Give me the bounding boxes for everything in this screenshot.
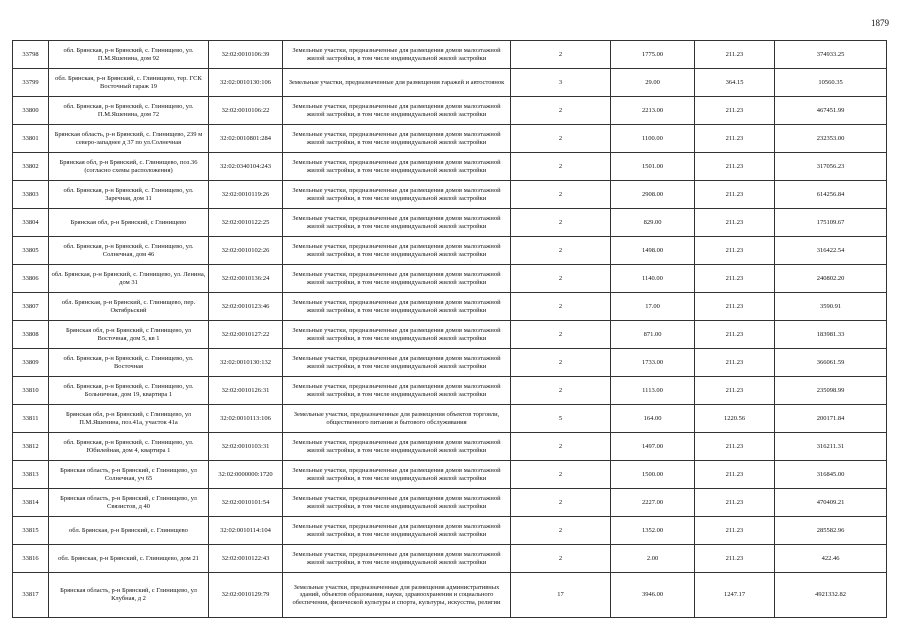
cell-specific-value: 1220.56 [695,405,775,433]
cell-area: 17.00 [611,293,695,321]
cell-land-use-purpose: Земельные участки, предназначенные для размещения домов малоэтажной жилой застройки, в том числе индивидуальной жилой застройки [283,181,511,209]
cell-area: 1775.00 [611,41,695,69]
cell-cadastral-value: 200171.84 [775,405,887,433]
cell-cadastral-number: 32:02:0010102:26 [209,237,283,265]
cell-record-number: 33802 [13,153,49,181]
table-row [13,69,887,97]
cell-specific-value: 211.23 [695,153,775,181]
cell-use-group: 2 [511,517,611,545]
cell-record-number: 33804 [13,209,49,237]
cell-address: обл. Брянская, р-н Брянский, с. Глинищево, ул. Ленина, дом 31 [49,265,209,293]
cell-land-use-purpose: Земельные участки, предназначенные для размещения домов малоэтажной жилой застройки, в том числе индивидуальной жилой застройки [283,265,511,293]
cell-address: Брянская обл, р-н Брянский, с Глинищево [49,209,209,237]
cell-cadastral-number: 32:02:0000000:1720 [209,461,283,489]
cell-land-use-purpose: Земельные участки, предназначенные для размещения домов малоэтажной жилой застройки, в том числе индивидуальной жилой застройки [283,489,511,517]
cell-cadastral-number: 32:02:0010119:26 [209,181,283,209]
table-row [13,433,887,461]
cell-address: обл. Брянская, р-н Брянский, с. Глинищево, ул. Юбилейная, дом 4, квартира 1 [49,433,209,461]
cell-area: 1501.00 [611,153,695,181]
cell-address: обл. Брянская, р-н Брянский, с. Глинищево, ул. Восточная [49,349,209,377]
cell-use-group: 2 [511,97,611,125]
cell-record-number: 33811 [13,405,49,433]
cell-use-group: 2 [511,377,611,405]
cell-cadastral-value: 316845.00 [775,461,887,489]
cell-use-group: 2 [511,181,611,209]
cell-specific-value: 211.23 [695,461,775,489]
cell-record-number: 33815 [13,517,49,545]
cell-record-number: 33810 [13,377,49,405]
cell-address: Брянская область, р-н Брянский, с Глинищево, ул Клубная, д 2 [49,573,209,618]
cell-address: Брянская обл, р-н Брянский, с Глинищево, ул П.М.Яшенина, поз.41а, участок 41а [49,405,209,433]
cell-use-group: 2 [511,489,611,517]
cell-use-group: 17 [511,573,611,618]
cell-land-use-purpose: Земельные участки, предназначенные для размещения домов малоэтажной жилой застройки, в том числе индивидуальной жилой застройки [283,545,511,573]
cell-record-number: 33800 [13,97,49,125]
table-row [13,349,887,377]
cell-address: обл. Брянская, р-н Брянский, с. Глинищево, пер. Октябрьский [49,293,209,321]
cell-use-group: 2 [511,293,611,321]
cell-record-number: 33814 [13,489,49,517]
cell-area: 871.00 [611,321,695,349]
cell-area: 1733.00 [611,349,695,377]
cell-cadastral-value: 183981.33 [775,321,887,349]
cell-land-use-purpose: Земельные участки, предназначенные для размещения домов малоэтажной жилой застройки, в том числе индивидуальной жилой застройки [283,153,511,181]
cell-cadastral-number: 32:02:0010113:106 [209,405,283,433]
cell-land-use-purpose: Земельные участки, предназначенные для размещения домов малоэтажной жилой застройки, в том числе индивидуальной жилой застройки [283,377,511,405]
cell-cadastral-number: 32:02:0010122:43 [209,545,283,573]
cell-specific-value: 211.23 [695,181,775,209]
cell-address: обл. Брянская, р-н Брянский, с. Глинищево, дом 21 [49,545,209,573]
cell-land-use-purpose: Земельные участки, предназначенные для размещения домов малоэтажной жилой застройки, в том числе индивидуальной жилой застройки [283,349,511,377]
cell-record-number: 33809 [13,349,49,377]
cell-specific-value: 211.23 [695,517,775,545]
cell-cadastral-number: 32:02:0010103:31 [209,433,283,461]
cell-specific-value: 211.23 [695,237,775,265]
cell-area: 29.00 [611,69,695,97]
cell-specific-value: 211.23 [695,433,775,461]
cell-use-group: 2 [511,209,611,237]
cell-address: обл. Брянская, р-н Брянский, с. Глинищево, ул. Заречная, дом 11 [49,181,209,209]
cell-use-group: 2 [511,153,611,181]
cell-cadastral-number: 32:02:0010101:54 [209,489,283,517]
cell-record-number: 33799 [13,69,49,97]
cell-cadastral-number: 32:02:0010126:31 [209,377,283,405]
cell-land-use-purpose: Земельные участки, предназначенные для размещения домов малоэтажной жилой застройки, в том числе индивидуальной жилой застройки [283,237,511,265]
cell-area: 2908.00 [611,181,695,209]
cell-record-number: 33807 [13,293,49,321]
cell-land-use-purpose: Земельные участки, предназначенные для размещения гаражей и автостоянок [283,69,511,97]
cell-record-number: 33798 [13,41,49,69]
cell-land-use-purpose: Земельные участки, предназначенные для размещения объектов торговли, общественного питания и бытового обслуживания [283,405,511,433]
table-row [13,97,887,125]
cell-land-use-purpose: Земельные участки, предназначенные для размещения домов малоэтажной жилой застройки, в том числе индивидуальной жилой застройки [283,97,511,125]
cell-record-number: 33813 [13,461,49,489]
cell-area: 1352.00 [611,517,695,545]
cell-cadastral-value: 240802.20 [775,265,887,293]
cell-address: обл. Брянская, р-н Брянский, с. Глинищево, ул. Солнечная, дом 46 [49,237,209,265]
cell-use-group: 2 [511,321,611,349]
cell-area: 1497.00 [611,433,695,461]
cell-address: Брянская обл, р-н Брянский, с Глинищево, ул Восточная, дом 5, кв 1 [49,321,209,349]
cell-use-group: 2 [511,41,611,69]
cell-record-number: 33806 [13,265,49,293]
cell-cadastral-value: 4921332.82 [775,573,887,618]
cell-area: 1113.00 [611,377,695,405]
cell-cadastral-number: 32:02:0010129:79 [209,573,283,618]
cell-land-use-purpose: Земельные участки, предназначенные для размещения домов малоэтажной жилой застройки, в том числе индивидуальной жилой застройки [283,125,511,153]
cell-area: 1498.00 [611,237,695,265]
cell-area: 3946.00 [611,573,695,618]
cell-use-group: 5 [511,405,611,433]
cell-record-number: 33808 [13,321,49,349]
cell-area: 2227.00 [611,489,695,517]
land-registry-table [12,40,887,618]
table-row [13,573,887,618]
cell-specific-value: 211.23 [695,489,775,517]
cell-use-group: 2 [511,237,611,265]
cell-cadastral-number: 32:02:0010136:24 [209,265,283,293]
table-row [13,293,887,321]
table-row [13,181,887,209]
cell-specific-value: 211.23 [695,321,775,349]
cell-specific-value: 211.23 [695,545,775,573]
cell-record-number: 33801 [13,125,49,153]
cell-cadastral-number: 32:02:0010127:22 [209,321,283,349]
cell-record-number: 33812 [13,433,49,461]
cell-land-use-purpose: Земельные участки, предназначенные для размещения административных зданий, объектов образования, науки, здравоохранения и социального обеспечения, физической культуры и спорта, культуры, искусства, религии [283,573,511,618]
cell-address: Брянская обл, р-н Брянский, с. Глинищево, поз.36 (согласно схемы расположения) [49,153,209,181]
cell-cadastral-number: 32:02:0010122:25 [209,209,283,237]
cell-cadastral-number: 32:02:0010123:46 [209,293,283,321]
cell-record-number: 33803 [13,181,49,209]
cell-land-use-purpose: Земельные участки, предназначенные для размещения домов малоэтажной жилой застройки, в том числе индивидуальной жилой застройки [283,433,511,461]
cell-address: обл. Брянская, р-н Брянский, с. Глинищево [49,517,209,545]
cell-record-number: 33816 [13,545,49,573]
table-row [13,517,887,545]
cell-address: обл. Брянская, р-н Брянский, с. Глинищево, ул. П.М.Яшенина, дом 92 [49,41,209,69]
cell-cadastral-value: 614256.84 [775,181,887,209]
cell-cadastral-number: 32:02:0010130:132 [209,349,283,377]
cell-cadastral-value: 232353.00 [775,125,887,153]
cell-specific-value: 211.23 [695,125,775,153]
cell-specific-value: 211.23 [695,293,775,321]
cell-area: 2.00 [611,545,695,573]
cell-cadastral-value: 317056.23 [775,153,887,181]
cell-address: Брянская область, р-н Брянский, с Глинищево, ул Солнечная, уч 65 [49,461,209,489]
table-row [13,545,887,573]
cell-address: обл. Брянская, р-н Брянский, с. Глинищево, тер. ГСК Восточный гараж 19 [49,69,209,97]
cell-use-group: 2 [511,265,611,293]
cell-specific-value: 211.23 [695,377,775,405]
cell-cadastral-value: 3590.91 [775,293,887,321]
cell-cadastral-value: 366061.59 [775,349,887,377]
cell-cadastral-number: 32:02:0010801:284 [209,125,283,153]
cell-use-group: 2 [511,433,611,461]
cell-specific-value: 1247.17 [695,573,775,618]
cell-area: 829.00 [611,209,695,237]
cell-use-group: 3 [511,69,611,97]
cell-cadastral-number: 32:02:0010106:22 [209,97,283,125]
cell-cadastral-number: 32:02:0340104:243 [209,153,283,181]
cell-land-use-purpose: Земельные участки, предназначенные для размещения домов малоэтажной жилой застройки, в том числе индивидуальной жилой застройки [283,461,511,489]
cell-cadastral-number: 32:02:0010106:39 [209,41,283,69]
cell-land-use-purpose: Земельные участки, предназначенные для размещения домов малоэтажной жилой застройки, в том числе индивидуальной жилой застройки [283,41,511,69]
cell-cadastral-value: 422.46 [775,545,887,573]
cell-address: Брянская область, р-н Брянский, с. Глинищево, 239 м северо-западнее д 37 по ул.Солнечная [49,125,209,153]
cell-specific-value: 211.23 [695,97,775,125]
cell-address: обл. Брянская, р-н Брянский, с. Глинищево, ул. Больничная, дом 19, квартира 1 [49,377,209,405]
cell-cadastral-number: 32:02:0010130:106 [209,69,283,97]
cell-cadastral-value: 285582.96 [775,517,887,545]
cell-cadastral-value: 235098.99 [775,377,887,405]
cell-use-group: 2 [511,349,611,377]
table-row [13,377,887,405]
table-row [13,237,887,265]
cell-address: Брянская область, р-н Брянский, с Глинищево, ул Связистов, д 40 [49,489,209,517]
table-row [13,153,887,181]
cell-record-number: 33817 [13,573,49,618]
cell-specific-value: 211.23 [695,265,775,293]
table-row [13,321,887,349]
cell-area: 1100.00 [611,125,695,153]
cell-land-use-purpose: Земельные участки, предназначенные для размещения домов малоэтажной жилой застройки, в том числе индивидуальной жилой застройки [283,517,511,545]
cell-specific-value: 211.23 [695,41,775,69]
cell-specific-value: 211.23 [695,349,775,377]
table-row [13,125,887,153]
cell-specific-value: 364.15 [695,69,775,97]
table-row [13,405,887,433]
table-row [13,489,887,517]
cell-record-number: 33805 [13,237,49,265]
page-number: 1879 [871,18,889,28]
table-row [13,461,887,489]
cell-use-group: 2 [511,545,611,573]
cell-address: обл. Брянская, р-н Брянский, с. Глинищево, ул. П.М.Яшенина, дом 72 [49,97,209,125]
cell-specific-value: 211.23 [695,209,775,237]
cell-area: 2213.00 [611,97,695,125]
cell-land-use-purpose: Земельные участки, предназначенные для размещения домов малоэтажной жилой застройки, в том числе индивидуальной жилой застройки [283,321,511,349]
cell-land-use-purpose: Земельные участки, предназначенные для размещения домов малоэтажной жилой застройки, в том числе индивидуальной жилой застройки [283,293,511,321]
cell-cadastral-value: 374933.25 [775,41,887,69]
cell-cadastral-value: 467451.99 [775,97,887,125]
table-row [13,209,887,237]
cell-cadastral-value: 316422.54 [775,237,887,265]
cell-cadastral-number: 32:02:0010114:104 [209,517,283,545]
cell-area: 164.00 [611,405,695,433]
cell-land-use-purpose: Земельные участки, предназначенные для размещения домов малоэтажной жилой застройки, в том числе индивидуальной жилой застройки [283,209,511,237]
cell-use-group: 2 [511,461,611,489]
cell-area: 1140.00 [611,265,695,293]
cell-cadastral-value: 316211.31 [775,433,887,461]
cell-cadastral-value: 10560.35 [775,69,887,97]
table-row [13,265,887,293]
cell-cadastral-value: 175109.67 [775,209,887,237]
table-row [13,41,887,69]
cell-area: 1500.00 [611,461,695,489]
cell-use-group: 2 [511,125,611,153]
cell-cadastral-value: 470409.21 [775,489,887,517]
